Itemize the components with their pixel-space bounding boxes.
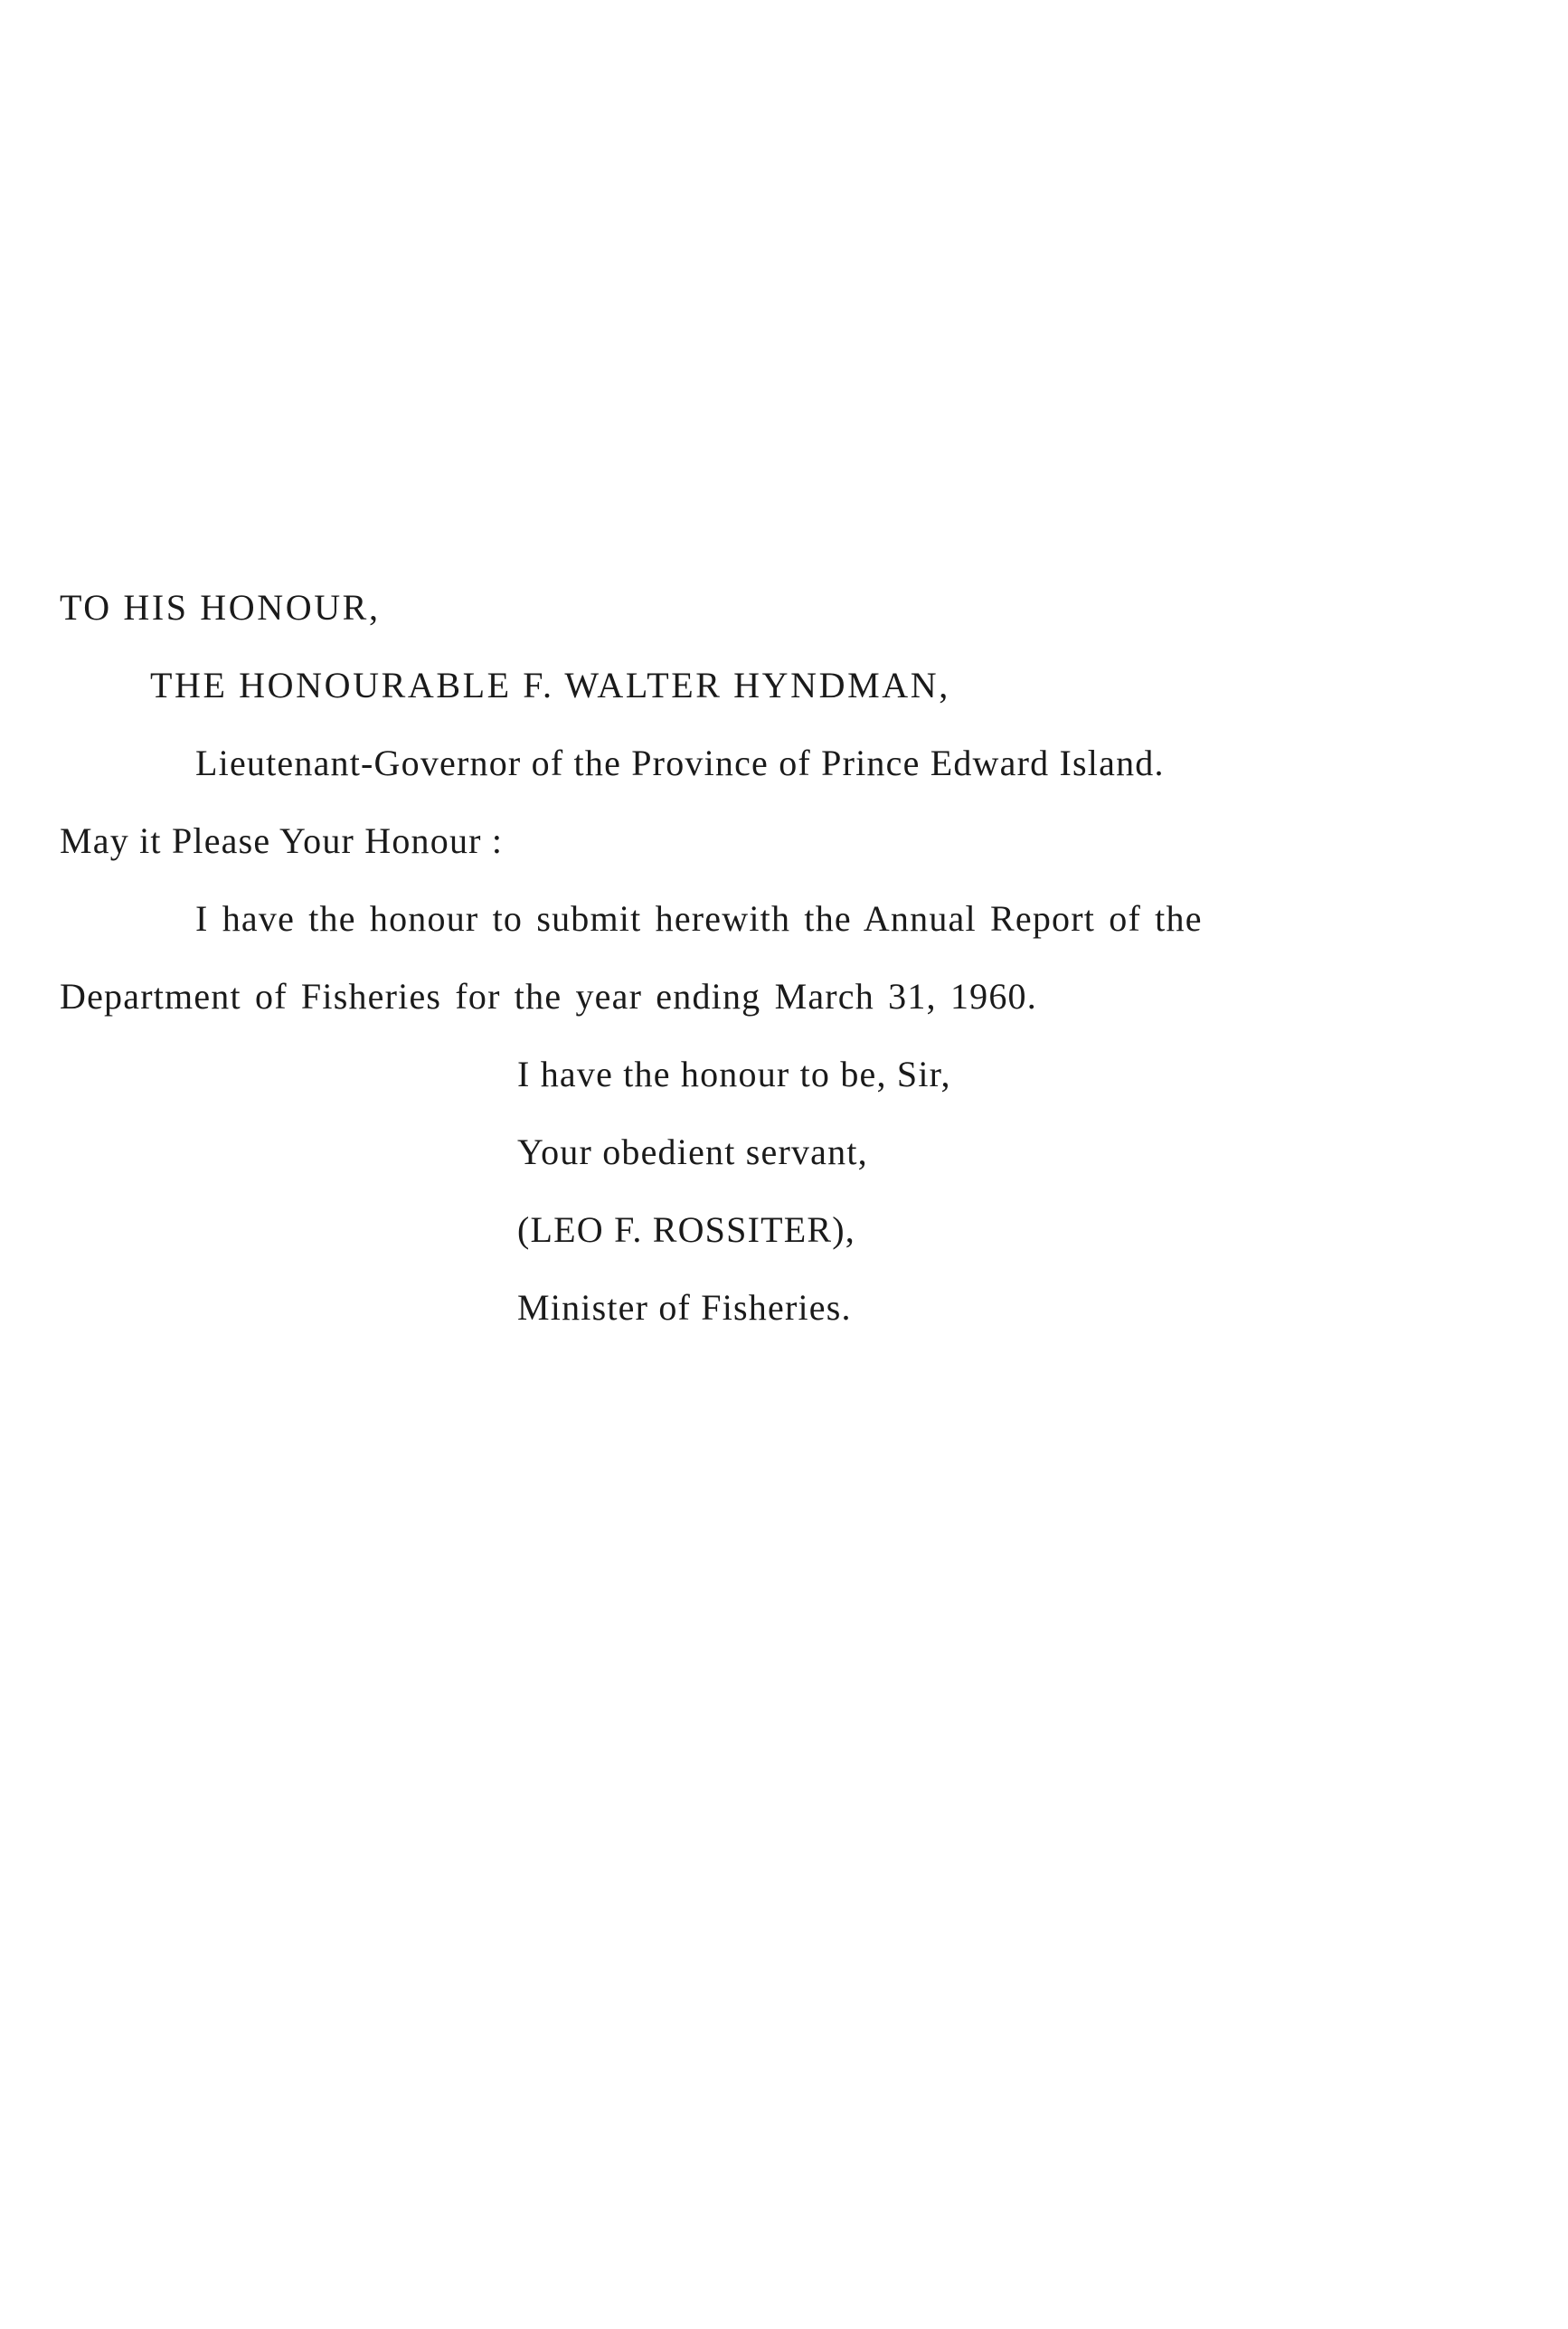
- addressee-line-2: THE HONOURABLE F. WALTER HYNDMAN,: [150, 665, 950, 705]
- complimentary-close: Your obedient servant,: [517, 1131, 868, 1172]
- closing-line: I have the honour to be, Sir,: [517, 1054, 951, 1094]
- addressee-line-3: Lieutenant-Governor of the Province of Prince Edward Island.: [195, 743, 1165, 783]
- signatory-name: (LEO F. ROSSITER),: [517, 1209, 855, 1250]
- body-line-2: Department of Fisheries for the year ending March 31, 1960.: [60, 976, 1037, 1017]
- body-line-1: I have the honour to submit herewith the Annual Report of the: [195, 898, 1203, 939]
- salutation: May it Please Your Honour :: [60, 820, 504, 861]
- addressee-line-1: TO HIS HONOUR,: [60, 587, 381, 628]
- signatory-title: Minister of Fisheries.: [517, 1287, 852, 1328]
